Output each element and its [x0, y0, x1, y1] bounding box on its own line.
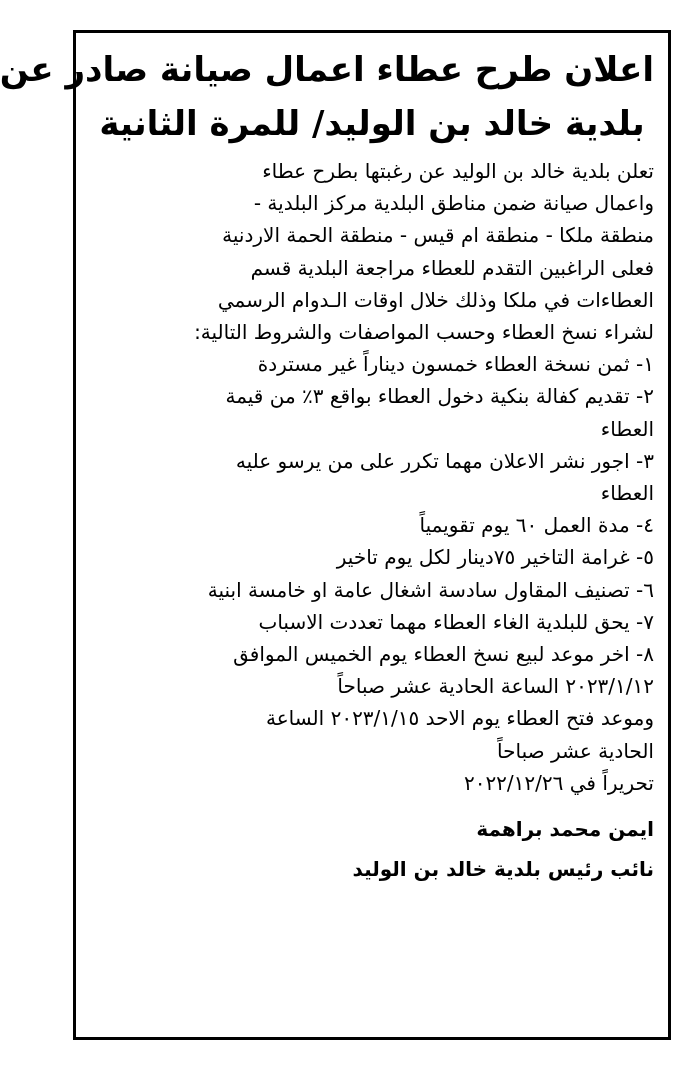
body-line: واعمال صيانة ضمن مناطق البلدية مركز البلدية -: [253, 191, 654, 216]
condition-8-continued: ٢٠٢٣/١/١٢ الساعة الحادية عشر صباحاً: [337, 674, 654, 699]
condition-8: ٨- اخر موعد لبيع نسخ العطاء يوم الخميس الموافق: [233, 642, 654, 667]
announcement-title: [0, 43, 654, 151]
condition-5: ٥- غرامة التاخير ٧٥دينار لكل يوم تاخير: [336, 545, 654, 570]
condition-7: ٧- يحق للبلدية الغاء العطاء مهما تعددت الاسباب: [258, 609, 654, 634]
condition-2: ٢- تقديم كفالة بنكية دخول العطاء بواقع ٣٪ من قيمة: [225, 384, 654, 409]
body-line: تعلن بلدية خالد بن الوليد عن رغبتها بطرح عطاء: [262, 159, 654, 183]
condition-3: ٣- اجور نشر الاعلان مهما تكرر على من يرسو عليه: [235, 448, 654, 473]
body-line: العطاءات في ملكا وذلك خلال اوقات الـدوام الرسمي: [217, 287, 654, 312]
condition-4: ٤- مدة العمل ٦٠ يوم تقويمياً: [419, 513, 654, 538]
condition-2-continued: العطاء: [600, 416, 654, 441]
announcement-frame: [0, 30, 671, 1040]
body-line: منطقة ملكا - منطقة ام قيس - منطقة الحمة الاردنية: [222, 223, 654, 248]
signatory-name: ايمن محمد براهمة: [476, 817, 654, 842]
opening-date-line: وموعد فتح العطاء يوم الاحد ٢٠٢٣/١/١٥ الساعة: [265, 706, 654, 731]
condition-3-continued: العطاء: [600, 481, 654, 506]
announcement-body: [90, 155, 654, 799]
opening-date-line-continued: الحادية عشر صباحاً: [497, 738, 654, 763]
condition-6: ٦- تصنيف المقاول سادسة اشغال عامة او خامسة ابنية: [207, 577, 654, 602]
body-line: فعلى الراغبين التقدم للعطاء مراجعة البلدية قسم: [250, 255, 654, 280]
condition-1: ١- ثمن نسخة العطاء خمسون ديناراً غير مستردة: [257, 352, 654, 377]
title-line-1: اعلان طرح عطاء اعمال صيانة صادر عن: [0, 50, 654, 90]
signatory-position: نائب رئيس بلدية خالد بن الوليد: [352, 857, 654, 882]
issue-date-line: تحريراً في ٢٠٢٢/١٢/٢٦: [463, 770, 654, 795]
body-line: لشراء نسخ العطاء وحسب المواصفات والشروط التالية:: [194, 320, 654, 345]
signature-block: [90, 809, 654, 889]
title-line-2: بلدية خالد بن الوليد/ للمرة الثانية: [99, 104, 645, 144]
